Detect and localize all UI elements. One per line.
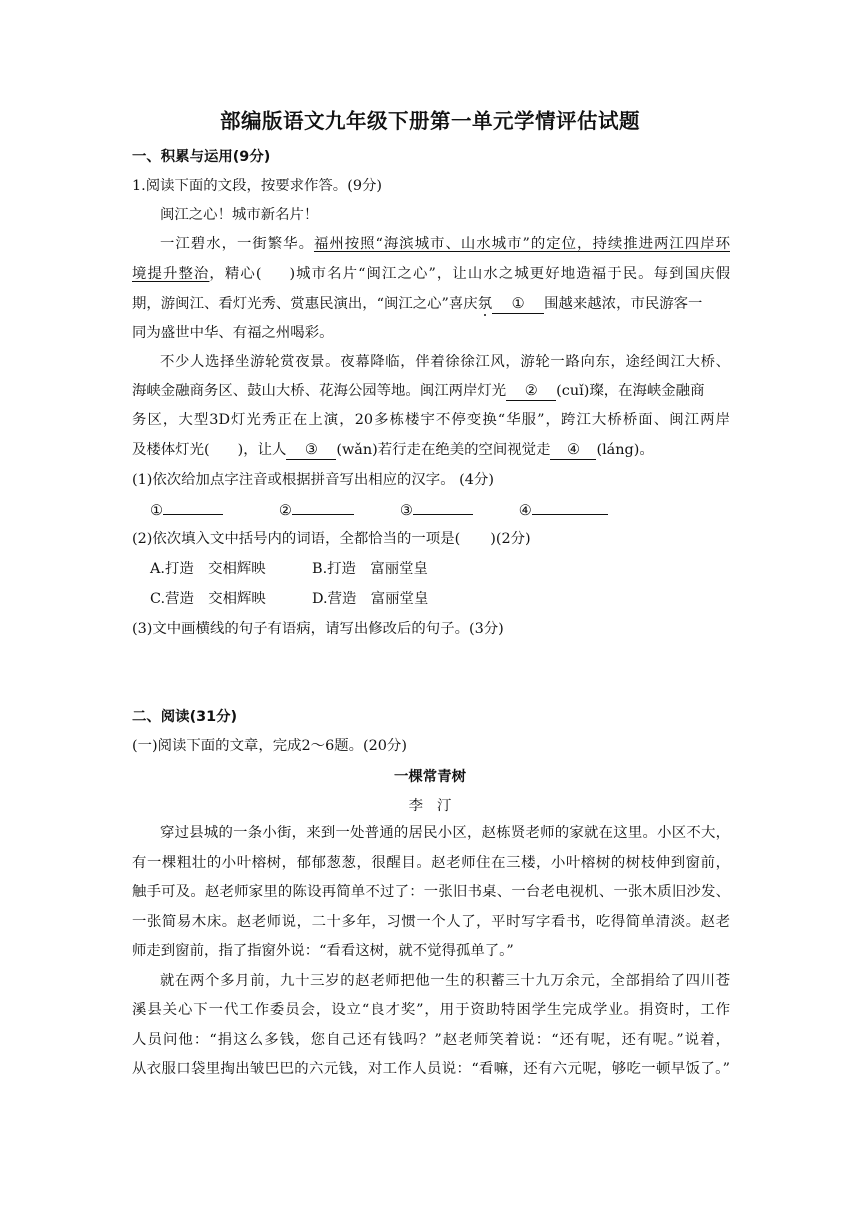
p2-line4 — [132, 440, 654, 460]
section1-heading: 一、积累与运用(9分) — [132, 149, 271, 165]
p2-line1: 不少人选择坐游轮赏夜景。夜幕降临，伴着徐徐江风，游轮一路向东，途经闽江大桥、 — [160, 354, 730, 370]
blank-number-1: ① — [511, 296, 525, 312]
option-c[interactable]: C.营造 交相辉映 — [150, 591, 266, 607]
dotted-char-fen: 氛 — [477, 296, 493, 312]
para2-line3: 人员问他：“捐这么多钱，您自己还有钱吗？”赵老师笑着说：“还有呢，还有呢。”说着， — [132, 1032, 730, 1048]
p2-line2a: 海峡金融商务区、鼓山大桥、花海公园等地。闽江两岸灯光 — [132, 383, 507, 399]
reading-part-1: (一)阅读下面的文章，完成2～6题。(20分) — [132, 738, 407, 754]
sub-question-3: (3)文中画横线的句子有语病，请写出修改后的句子。(3分) — [132, 621, 504, 637]
underlined-sentence-part2: 境提升整治 — [132, 266, 210, 282]
options-row-2 — [150, 589, 428, 609]
p2-line2 — [132, 381, 704, 401]
para2-line2: 溪县关心下一代工作委员会，设立“良才奖”，用于资助特困学生完成学业。捐资时，工作 — [132, 1002, 730, 1018]
p1-line1 — [160, 234, 730, 254]
blank-number-3: ③ — [304, 442, 318, 458]
para2-line1: 就在两个多月前，九十三岁的赵老师把他一生的积蓄三十九万余元，全部捐给了四川苍 — [160, 973, 730, 989]
fill-blank-1 — [492, 296, 544, 314]
answer-line-4[interactable] — [532, 499, 608, 515]
p2-line4c: (wǎn)若行走在绝美的空间视觉走 — [336, 442, 551, 458]
para1-line3: 触手可及。赵老师家里的陈设再简单不过了：一张旧书桌、一台老电视机、一张木质旧沙发、 — [132, 884, 730, 900]
p1-line2b: ，精心( — [209, 266, 262, 282]
answer-label-3: ③ — [399, 503, 413, 519]
p1-line2 — [132, 264, 730, 284]
para1-line4: 一张简易木床。赵老师说，二十多年，习惯一个人了，平时写字看书，吃得简单清淡。赵老 — [132, 914, 730, 930]
p1-line3b: 围越来越浓，市民游客一 — [544, 296, 703, 312]
sub-question-1: (1)依次给加点字注音或根据拼音写出相应的汉字。 (4分) — [132, 472, 494, 488]
sub-question-2-text: (2)依次填入文中括号内的词语，全都恰当的一项是( — [132, 531, 461, 547]
underlined-sentence-part1: 福州按照“海滨城市、山水城市”的定位，持续推进两江四岸环 — [313, 236, 730, 252]
p2-line4a: 及楼体灯光( — [132, 442, 210, 458]
para1-line5: 师走到窗前，指了指窗外说：“看看这树，就不觉得孤单了。” — [132, 943, 514, 959]
blank-number-2: ② — [524, 383, 538, 399]
p2-line4b: )，让人 — [237, 442, 287, 458]
passage-title: 闽江之心！城市新名片！ — [160, 207, 319, 223]
sub-question-2-end: )(2分) — [490, 531, 531, 547]
option-d[interactable]: D.营造 富丽堂皇 — [312, 591, 429, 607]
para1-line1: 穿过县城的一条小街，来到一处普通的居民小区，赵栋贤老师的家就在这里。小区不大， — [160, 825, 730, 841]
para2-line4: 从衣服口袋里掏出皱巴巴的六元钱，对工作人员说：“看嘛，还有六元呢，够吃一顿早饭了。” — [132, 1061, 730, 1077]
article-author: 李汀 — [408, 798, 466, 814]
options-row-1 — [150, 559, 428, 579]
answer-label-4: ④ — [518, 503, 532, 519]
answer-blanks-row — [150, 499, 608, 521]
p1-line4: 同为盛世中华、有福之州喝彩。 — [132, 325, 334, 341]
p2-line3: 务区，大型3D灯光秀正在上演，20多栋楼宇不停变换“华服”，跨江大桥桥面、闽江两岸 — [132, 412, 730, 428]
answer-line-3[interactable] — [413, 499, 473, 515]
fill-blank-4 — [550, 442, 596, 460]
section2-heading: 二、阅读(31分) — [132, 709, 238, 725]
p1-line3a: 期，游闽江、看灯光秀、赏惠民演出，“闽江之心”喜庆 — [132, 296, 478, 312]
p1-line2c: )城市名片“闽江之心”，让山水之城更好地造福于民。每到国庆假 — [289, 266, 730, 282]
p1-line1a: 一江碧水，一街繁华。 — [160, 236, 314, 252]
fill-blank-3 — [286, 442, 336, 460]
fill-blank-2 — [506, 383, 556, 401]
q1-prompt: 1.阅读下面的文段，按要求作答。(9分) — [132, 178, 382, 194]
para1-line2: 有一棵粗壮的小叶榕树，郁郁葱葱，很醒目。赵老师住在三楼，小叶榕树的树枝伸到窗前， — [132, 855, 730, 871]
p1-line3 — [132, 294, 702, 314]
answer-line-2[interactable] — [292, 499, 354, 515]
answer-label-2: ② — [278, 503, 292, 519]
sub-question-2 — [132, 529, 531, 549]
option-a[interactable]: A.打造 交相辉映 — [150, 561, 266, 577]
page-title: 部编版语文九年级下册第一单元学情评估试题 — [220, 109, 640, 133]
blank-number-4: ④ — [567, 442, 580, 458]
answer-label-1: ① — [150, 503, 163, 519]
answer-line-1[interactable] — [163, 499, 223, 515]
p2-line4d: (láng)。 — [596, 442, 654, 458]
option-b[interactable]: B.打造 富丽堂皇 — [312, 561, 428, 577]
p2-line2b: (cuǐ)璨，在海峡金融商 — [556, 383, 705, 399]
article-title: 一棵常青树 — [394, 769, 466, 785]
